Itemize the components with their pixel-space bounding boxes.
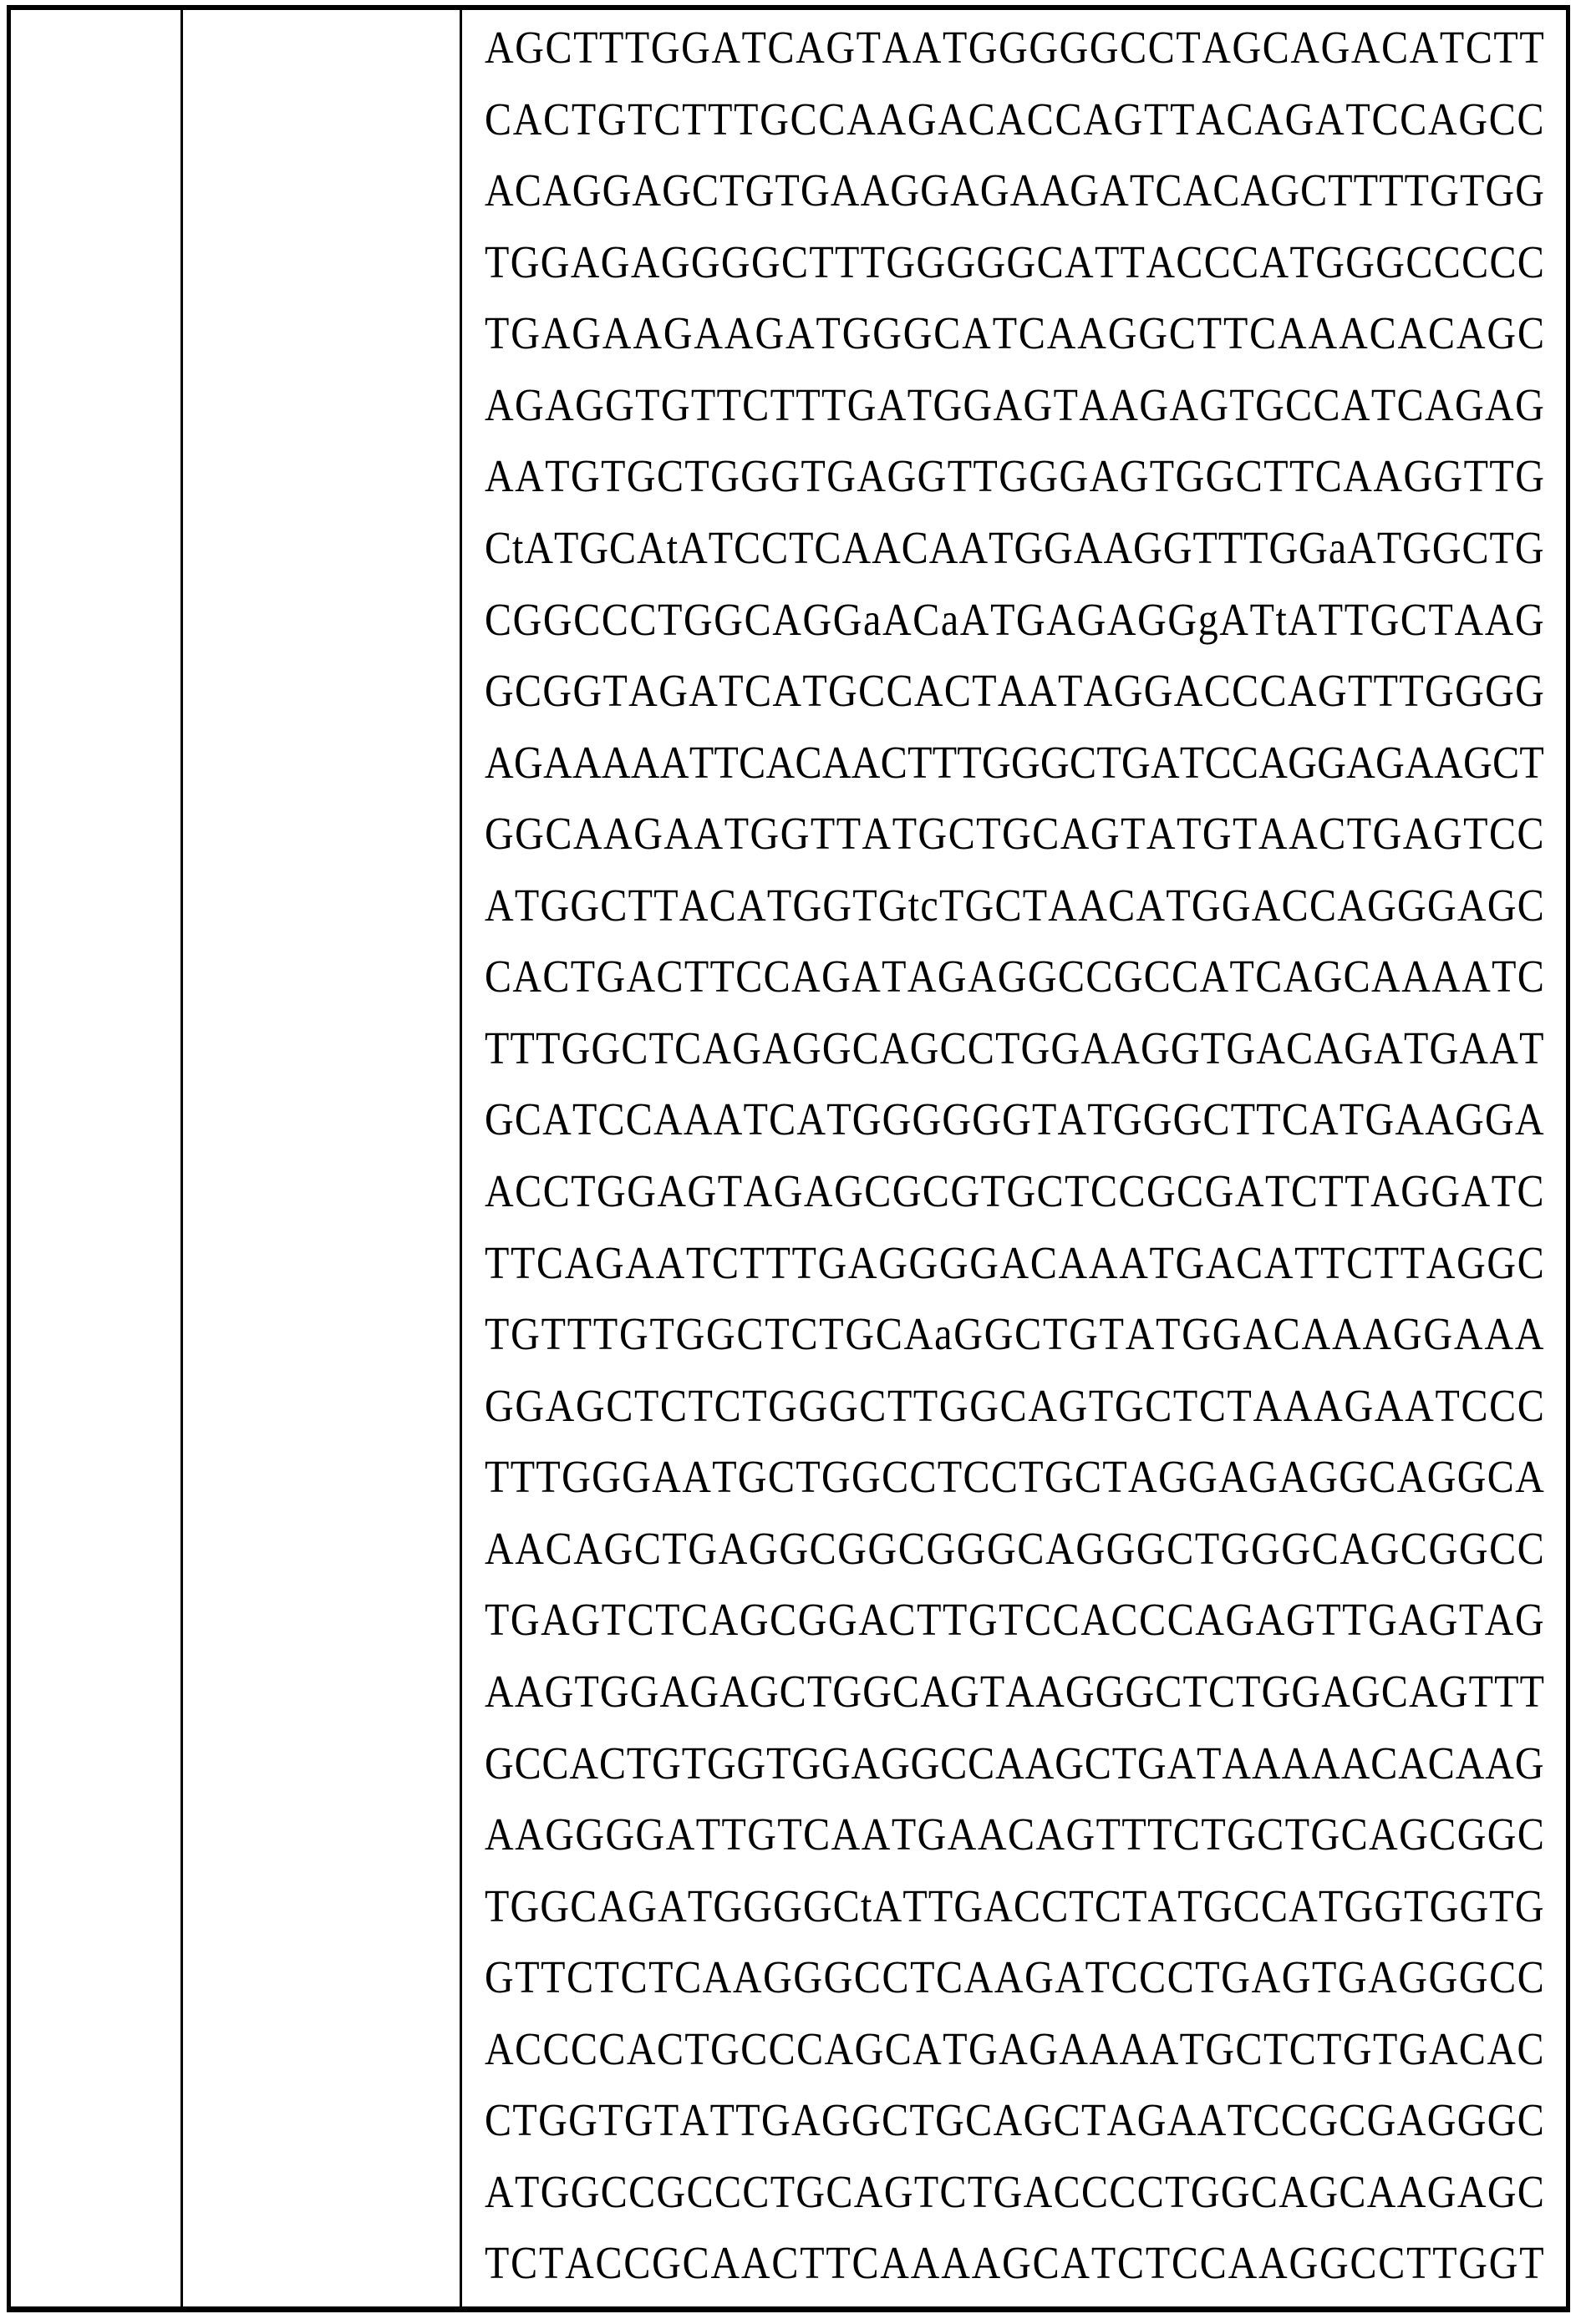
- sequence-line: A G C T T T G G A T C A G T A A T G G G G G C C T A G C A G A C A T C T T: [485, 23, 1544, 74]
- sequence-line: C A C T G A C T T C C A G A T A G A G G C C G C C A T C A G C A A A A T C: [485, 951, 1544, 1003]
- table-cell-empty-2: [183, 10, 462, 2306]
- sequence-line: A T G G C T T A C A T G G T G t c T G C T A A C A T G G A C C A G G G A G C: [485, 880, 1544, 931]
- sequence-line: A C C C C A C T G C C C A G C A T G A G A A A A T G C T C T G T G A C A C: [485, 2024, 1544, 2075]
- table-cell-sequence: [462, 10, 1566, 2306]
- sequence-line: G T T C T C T C A A G G G C C T C A A G A T C C C T G A G T G A G G G C C: [485, 1952, 1544, 2004]
- sequence-line: T G A G A A G A A G A T G G G C A T C A A G G C T T C A A A C A C A G C: [485, 308, 1544, 360]
- sequence-line: A C C T G G A G T A G A G C G C G T G C T C C G C G A T C T T A G G A T C: [485, 1166, 1544, 1217]
- sequence-line: T G G C A G A T G G G G C t A T T G A C C T C T A T G C C A T G G T G G T G: [485, 1881, 1544, 1932]
- table-cell-empty-1: [11, 10, 183, 2306]
- sequence-line: A T G G C C G C C C T G C A G T C T G A C C C C T G G C A G C A A G A G C: [485, 2167, 1544, 2218]
- sequence-line: T G T T T G T G G C T C T G C A a G G C T G T A T G G A C A A A G G A A A: [485, 1309, 1544, 1361]
- sequence-line: T G A G T C T C A G C G G A C T T G T C C A C C C A G A G T T G A G T A G: [485, 1595, 1544, 1647]
- sequence-line: A C A G G A G C T G T G A A G G A G A A G A T C A C A G C T T T T G T G G: [485, 165, 1544, 217]
- sequence-line: T C T A C C G C A A C T T C A A A A G C A T C T C C A A G G C C T T G G T: [485, 2239, 1544, 2290]
- sequence-line: G C C A C T G T G G T G G A G G C C A A G C T G A T A A A A A C A C A A G: [485, 1738, 1544, 1789]
- sequence-line: A A G T G G A G A G C T G G C A G T A A G G G C T C T G G A G C A G T T T: [485, 1667, 1544, 1718]
- sequence-line: T T T G G C T C A G A G G C A G C C T G G A A G G T G A C A G A T G A A T: [485, 1023, 1544, 1074]
- sequence-line: C A C T G T C T T T G C C A A G A C A C C A G T T A C A G A T C C A G C C: [485, 94, 1544, 145]
- sequence-line: A A C A G C T G A G G C G G C G G G C A G G G C T G G G C A G C G G C C: [485, 1524, 1544, 1575]
- sequence-line: G G C A A G A A T G G T T A T G C T G C A G T A T G T A A C T G A G T C C: [485, 809, 1544, 860]
- sequence-line: T G G A G A G G G G C T T T G G G G G C A T T A C C C A T G G G C C C C C: [485, 237, 1544, 288]
- sequence-line: G G A G C T C T C T G G G C T T G G C A G T G C T C T A A A G A A T C C C: [485, 1381, 1544, 1432]
- sequence-line: T T C A G A A T C T T T G A G G G G A C A A A T G A C A T T C T T A G G C: [485, 1238, 1544, 1289]
- sequence-line: A G A A A A A T T C A C A A C T T T G G G C T G A T C C A G G A G A A G C T: [485, 738, 1544, 789]
- sequence-line: C G G C C C T G G C A G G a A C a A T G A G A G G g A T t A T T G C T A A G: [485, 595, 1544, 646]
- sequence-line: C T G G T G T A T T G A G G C T G C A G C T A G A A T C C G C G A G G G C: [485, 2095, 1544, 2147]
- sequence-line: A G A G G T G T T C T T T G A T G G A G T A A G A G T G C C A T C A G A G: [485, 380, 1544, 431]
- sequence-line: A A G G G G A T T G T C A A T G A A C A G T T T C T G C T G C A G C G G C: [485, 1809, 1544, 1861]
- sequence-line: A A T G T G C T G G G T G A G G T T G G G A G T G G C T T C A A G G T T G: [485, 451, 1544, 503]
- sequence-line: C t A T G C A t A T C C T C A A C A A T G G A A G G T T T G G a A T G G C T G: [485, 523, 1544, 574]
- sequence-line: G C G G T A G A T C A T G C C A C T A A T A G G A C C C A G T T T G G G G: [485, 666, 1544, 718]
- sequence-line: G C A T C C A A A T C A T G G G G G G T A T G G G C T T C A T G A A G G A: [485, 1095, 1544, 1146]
- sequence-table: [7, 5, 1570, 2312]
- sequence-line: T T T G G G A A T G C T G G C C T C C T G C T A G G A G A G G C A G G C A: [485, 1452, 1544, 1504]
